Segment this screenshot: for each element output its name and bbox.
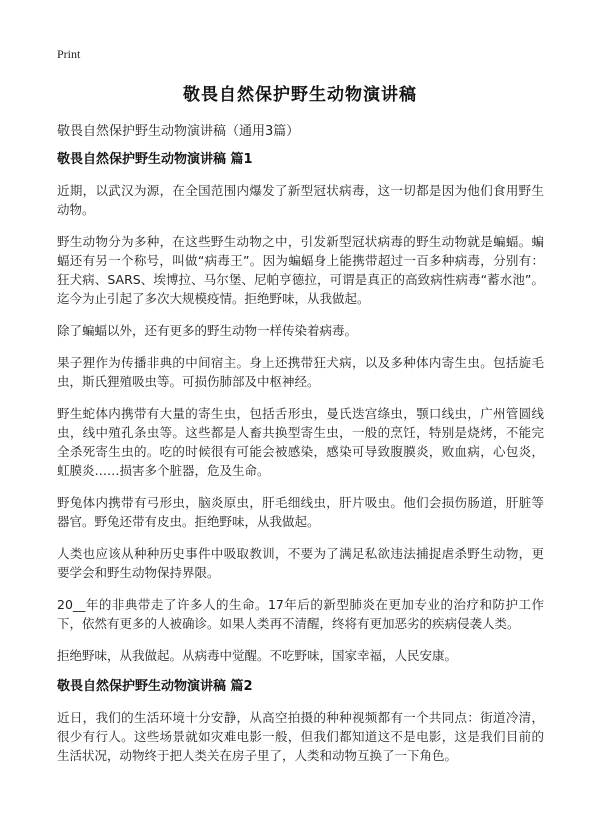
paragraph: 20__年的非典带走了许多人的生命。17年后的新型肺炎在更加专业的治疗和防护工作下，依然有更多的人被确诊。如果人类再不清醒，终将有更加恶劣的疾病侵袭人类。 bbox=[57, 597, 544, 631]
paragraph: 野兔体内携带有弓形虫，脑炎原虫，肝毛细线虫，肝片吸虫。他们会损伤肠道，肝脏等器官。野兔还带有皮虫。拒绝野味，从我做起。 bbox=[57, 495, 544, 529]
paragraph: 果子狸作为传播非典的中间宿主。身上还携带狂犬病，以及多种体内寄生虫。包括旋毛虫，斯氏狸殖吸虫等。可损伤肺部及中枢神经。 bbox=[57, 355, 544, 389]
document-subtitle: 敬畏自然保护野生动物演讲稿（通用3篇） bbox=[57, 124, 300, 139]
paragraph: 拒绝野味，从我做起。从病毒中觉醒。不吃野味，国家幸福，人民安康。 bbox=[57, 648, 458, 663]
section-heading-2: 敬畏自然保护野生动物演讲稿 篇2 bbox=[57, 679, 253, 694]
paragraph: 近期，以武汉为源，在全国范围内爆发了新型冠状病毒，这一切都是因为他们食用野生动物。 bbox=[57, 183, 544, 217]
document-body bbox=[57, 151, 544, 778]
paragraph: 野生蛇体内携带有大量的寄生虫，包括舌形虫，曼氏迭宫绦虫，颚口线虫，广州管圆线虫，线中殖孔条虫等。这些都是人畜共换型寄生虫，一般的烹饪，特别是烧烤，不能完全杀死寄生虫的。吃的时候很有可能会被感染，感染可导致腹膜炎，败血病，心包炎，虹膜炎……损害多个脏器，危及生命。 bbox=[57, 406, 544, 478]
print-link[interactable]: Print bbox=[57, 47, 81, 61]
page-title: 敬畏自然保护野生动物演讲稿 bbox=[183, 85, 417, 105]
paragraph: 除了蝙蝠以外，还有更多的野生动物一样传染着病毒。 bbox=[57, 323, 358, 338]
paragraph: 野生动物分为多种，在这些野生动物之中，引发新型冠状病毒的野生动物就是蝙蝠。蝙蝠还有另一个称号，叫做“病毒王”。因为蝙蝠身上能携带超过一百多种病毒，分别有：狂犬病、SARS、埃博拉、马尔堡、尼帕亨德拉，可谓是真正的高致病性病毒“蓄水池”。迄今为止引起了多次大规模疫情。拒绝野味，从我做起。 bbox=[57, 234, 544, 306]
section-heading-1: 敬畏自然保护野生动物演讲稿 篇1 bbox=[57, 152, 253, 167]
paragraph: 人类也应该从种种历史事件中吸取教训，不要为了满足私欲违法捕捉虐杀野生动物，更要学会和野生动物保持界限。 bbox=[57, 546, 544, 580]
paragraph: 近日，我们的生活环境十分安静，从高空拍摄的种种视频都有一个共同点：街道冷清，很少有行人。这些场景就如灾难电影一般，但我们都知道这不是电影，这是我们目前的生活状况，动物终于把人类关在房子里了，人类和动物互换了一下角色。 bbox=[57, 710, 544, 763]
